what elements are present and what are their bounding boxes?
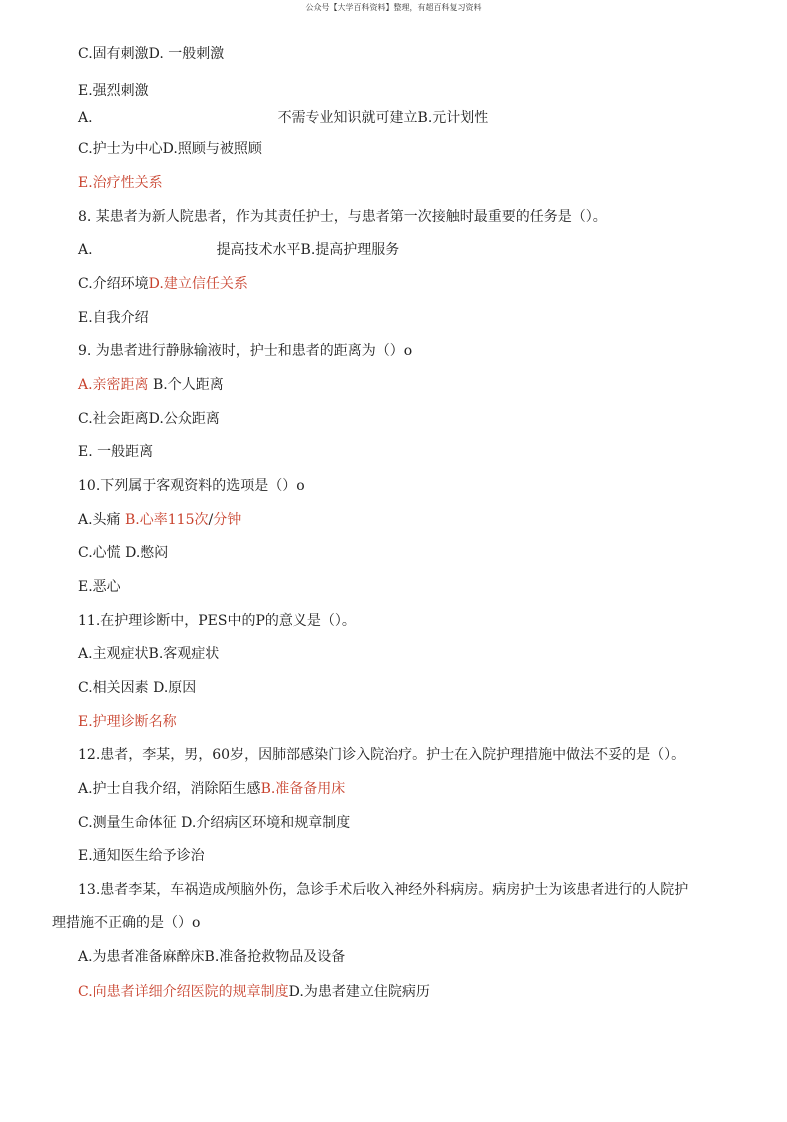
option-line: E. 一般距离: [78, 444, 154, 460]
option-line: [78, 983, 430, 1001]
option-line: C.心慌 D.憋闷: [78, 545, 169, 561]
option-line: E.通知医生给予诊治: [78, 848, 205, 864]
question-line: 8. 某患者为新人院患者，作为其责任护士，与患者第一次接触时最重要的任务是（）。: [78, 209, 607, 225]
option-label: A.: [78, 242, 93, 258]
answer-line: E.治疗性关系: [78, 175, 163, 191]
option-label: A.: [78, 110, 93, 126]
option-line: C.相关因素 D.原因: [78, 680, 197, 696]
answer-text: D.建立信任关系: [148, 276, 248, 292]
option-line: E.恶心: [78, 579, 121, 595]
answer-text: C.向患者详细介绍医院的规章制度: [78, 984, 289, 1000]
question-line: 理措施不正确的是（）o: [52, 915, 201, 931]
option-text: D.为患者建立住院病历: [288, 984, 430, 1000]
option-line: [78, 241, 399, 259]
page-header: 公众号【大学百科资料】整理，有超百科复习资料: [305, 3, 482, 12]
option-line: [78, 376, 224, 394]
option-text: /: [208, 512, 214, 528]
option-text: 提高技术水平B.提高护理服务: [216, 242, 400, 258]
option-line: C.测量生命体征 D.介绍病区环境和规章制度: [78, 815, 351, 831]
answer-text: 分钟: [213, 512, 242, 528]
option-line: A.主观症状B.客观症状: [78, 646, 220, 662]
answer-text: A.亲密距离: [78, 377, 149, 393]
question-line: 10.下列属于客观资料的选项是（）o: [78, 478, 305, 494]
option-line: C.固有刺激D. 一般刺激: [78, 46, 225, 62]
option-text: A.护士自我介绍，消除陌生感: [78, 781, 261, 797]
option-line: A.为患者准备麻醉床B.准备抢救物品及设备: [78, 949, 346, 965]
option-line: E.强烈刺激: [78, 83, 149, 99]
option-line: [78, 511, 241, 529]
option-line: [78, 275, 248, 293]
answer-text: B.准备备用床: [260, 781, 346, 797]
option-line: [78, 780, 345, 798]
option-line: [78, 109, 488, 127]
option-text: A.头痛: [78, 512, 126, 528]
question-line: 11.在护理诊断中，PES中的P的意义是（）。: [78, 613, 356, 629]
option-text: 不需专业知识就可建立B.元计划性: [277, 110, 489, 126]
answer-text: B.心率115次: [125, 512, 209, 528]
option-line: C.护士为中心D.照顾与被照顾: [78, 141, 262, 157]
option-text: C.介绍环境: [78, 276, 149, 292]
answer-line: E.护理诊断名称: [78, 714, 177, 730]
option-line: E.自我介绍: [78, 310, 149, 326]
question-line: 13.患者李某，车祸造成颅脑外伤，急诊手术后收入神经外科病房。病房护士为该患者进行的人院护: [78, 882, 689, 898]
question-line: 12.患者，李某，男，60岁，因肺部感染门诊入院治疗。护士在入院护理措施中做法不妥的是（）。: [78, 747, 686, 763]
option-line: C.社会距离D.公众距离: [78, 411, 220, 427]
option-text: B.个人距离: [148, 377, 224, 393]
question-line: 9. 为患者进行静脉输液时，护士和患者的距离为（）o: [78, 343, 413, 359]
